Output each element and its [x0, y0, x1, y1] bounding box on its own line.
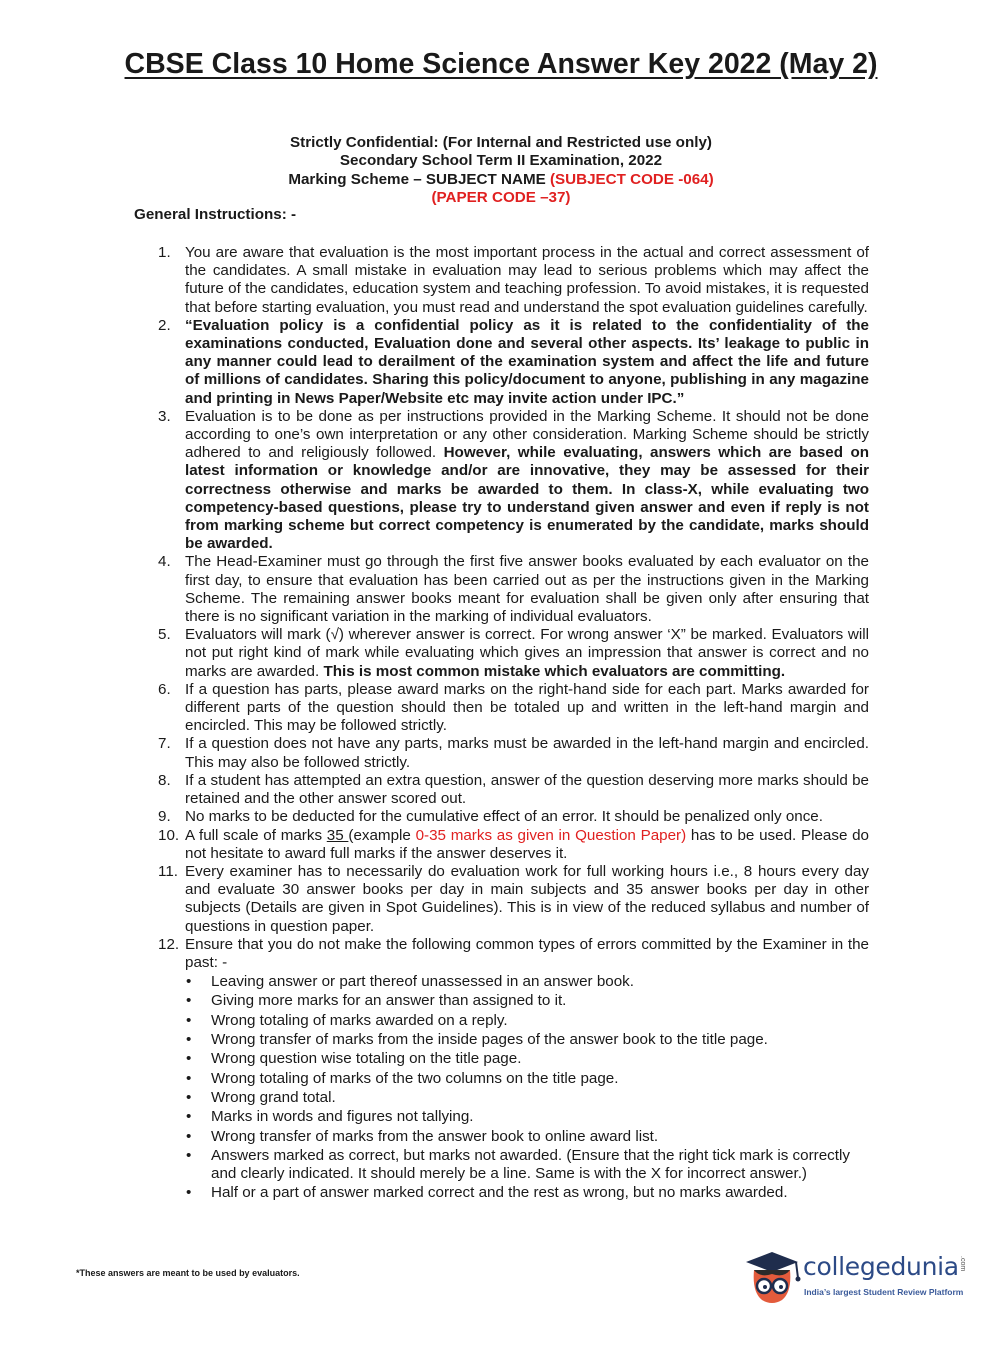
- list-item: [185, 1089, 869, 1107]
- instruction-number: 1.: [158, 244, 171, 261]
- instruction-number: 10.: [158, 826, 180, 844]
- instruction-number: 9.: [158, 808, 171, 826]
- instruction-item: [158, 936, 869, 1203]
- bullet-icon: •: [186, 1011, 192, 1029]
- instruction-text-bold: This is most common mistake which evaluators are committing.: [323, 662, 786, 680]
- list-item: [185, 1184, 869, 1202]
- list-item-text: Marks in words and figures not tallying.: [211, 1108, 474, 1126]
- list-item: [185, 1031, 869, 1049]
- list-item-text: Wrong transfer of marks from the answer book to online award list.: [211, 1127, 659, 1145]
- header-line-1: Strictly Confidential: (For Internal and Restricted use only): [290, 134, 712, 151]
- confidential-header: [0, 134, 1002, 207]
- general-instructions-heading: General Instructions: -: [134, 206, 297, 223]
- instruction-number: 2.: [158, 316, 171, 334]
- list-item-text: Wrong grand total.: [211, 1088, 336, 1106]
- list-item-text: Giving more marks for an answer than assigned to it.: [211, 992, 567, 1010]
- bullet-icon: •: [186, 1031, 192, 1049]
- instruction-text: Every examiner has to necessarily do evaluation work for full working hours i.e., 8 hours every day and evaluate 30 answer books per day in main subjects and 35 answer books per day in other subjects (Details are given in Spot Guidelines). This is in view of the reduced syllabus and number of questions in question paper.: [185, 862, 869, 935]
- instruction-text: Ensure that you do not make the following common types of errors committed by the Examiner in the past: -: [185, 935, 869, 971]
- instruction-text: has to be used. Please do not hesitate to award full marks if the answer deserves it.: [185, 826, 869, 862]
- instruction-number: 4.: [158, 553, 171, 571]
- common-errors-list: [185, 973, 869, 1202]
- mascot-icon: [740, 1248, 804, 1312]
- header-line-2: Secondary School Term II Examination, 2022: [339, 152, 663, 170]
- subject-code: (SUBJECT CODE -064): [549, 170, 714, 188]
- instruction-text: You are aware that evaluation is the most important process in the actual and correct assessment of the candidates. A small mistake in evaluation may lead to serious problems which may affect the future of the candidates, education system and teaching profession. To avoid mistakes, it is requested that before starting evaluation, you must read and understand the spot evaluation guidelines carefully.: [185, 244, 869, 316]
- instruction-number: 5.: [158, 626, 171, 644]
- footnote: *These answers are meant to be used by evaluators.: [76, 1268, 300, 1278]
- bullet-icon: •: [186, 1184, 192, 1202]
- list-item-text: Wrong totaling of marks of the two columns on the title page.: [211, 1069, 619, 1087]
- instruction-item: [158, 553, 869, 626]
- marks-range-note: 0-35 marks as given in Question Paper): [415, 826, 687, 844]
- bullet-icon: •: [186, 1088, 192, 1106]
- bullet-icon: •: [186, 1069, 192, 1087]
- bullet-icon: •: [186, 1127, 192, 1145]
- list-item: [185, 1128, 869, 1146]
- list-item-text: Wrong totaling of marks awarded on a reply.: [211, 1011, 508, 1029]
- instruction-text-bold: However, while evaluating, answers which are based on latest information or knowledge and/or are innovative, they may be assessed for their correctness otherwise and marks be awarded to them. In class-X, while evaluating two competency-based questions, please try to understand given answer and even if reply is not from marking scheme but correct competency is enumerated by the candidate, marks should be awarded.: [185, 444, 869, 553]
- instruction-item: [158, 626, 869, 681]
- instruction-item: [158, 827, 869, 863]
- bullet-icon: •: [186, 973, 192, 991]
- instruction-text: (example: [348, 826, 416, 844]
- instruction-item: [158, 244, 869, 317]
- instruction-text: A full scale of marks: [185, 826, 327, 844]
- instruction-text: The Head-Examiner must go through the first five answer books evaluated by each evaluator on the first day, to ensure that evaluation has been carried out as per the instructions given in the Marking Scheme. The remaining answer books meant for evaluation shall be given only after ensuring that there is no significant variation in the marking of individual evaluators.: [185, 553, 869, 626]
- instruction-item: [158, 808, 869, 826]
- instruction-item: [158, 681, 869, 736]
- logo-domain: .com: [959, 1256, 966, 1272]
- instruction-number: 12.: [158, 935, 180, 953]
- instruction-text: No marks to be deducted for the cumulative effect of an error. It should be penalized only once.: [185, 808, 823, 826]
- instruction-text: Evaluation is to be done as per instructions provided in the Marking Scheme. It should not be done according to one’s own interpretation or any other consideration. Marking Scheme should be strictly adhered to and religiously followed.: [185, 407, 869, 462]
- instruction-number: 7.: [158, 735, 171, 753]
- list-item-text: Half or a part of answer marked correct and the rest as wrong, but no marks awarded.: [211, 1184, 788, 1202]
- logo-tagline: India’s largest Student Review Platform: [804, 1287, 964, 1297]
- instruction-number: 11.: [158, 862, 178, 880]
- instruction-text: If a question has parts, please award marks on the right-hand side for each part. Marks awarded for different parts of the question should then be totaled up and written in the left-hand margin and encircled. This may be followed strictly.: [185, 680, 869, 735]
- instruction-text: “Evaluation policy is a confidential policy as it is related to the confidentiality of the examinations conducted, Evaluation done and several other aspects. Its’ leakage to public in any manner could lead to derailment of the examination system and affect the life and future of millions of candidates. Sharing this policy/document to anyone, publishing in any magazine and printing in News Paper/Website etc may invite action under IPC.”: [185, 316, 869, 407]
- full-marks-value: 35: [326, 826, 349, 844]
- instruction-text: Evaluators will mark (√) wherever answer is correct. For wrong answer ‘X” be marked. Evaluators will not put right kind of mark while evaluating which gives an impression that answer is correct and no marks are awarded.: [185, 626, 869, 680]
- bullet-icon: •: [186, 1108, 192, 1126]
- list-item: [185, 1050, 869, 1068]
- bullet-icon: •: [186, 1050, 192, 1068]
- list-item: [185, 1147, 869, 1183]
- collegedunia-logo[interactable]: [740, 1248, 972, 1312]
- page-title: CBSE Class 10 Home Science Answer Key 2022 (May 2): [124, 48, 878, 80]
- marking-scheme-label: Marking Scheme – SUBJECT NAME: [288, 170, 550, 188]
- list-item: [185, 1108, 869, 1126]
- instruction-item: [158, 317, 869, 408]
- list-item: [185, 1012, 869, 1030]
- bullet-icon: •: [186, 992, 192, 1010]
- instruction-text: If a question does not have any parts, marks must be awarded in the left-hand margin and encircled. This may also be followed strictly.: [185, 735, 869, 771]
- instruction-item: [158, 735, 869, 771]
- list-item-text: Wrong transfer of marks from the inside pages of the answer book to the title page.: [211, 1031, 768, 1049]
- list-item-text: Leaving answer or part thereof unassessed in an answer book.: [211, 973, 634, 991]
- instruction-item: [158, 408, 869, 554]
- paper-code: (PAPER CODE –37): [431, 188, 571, 206]
- instruction-item: [158, 863, 869, 936]
- list-item-text: Wrong question wise totaling on the title page.: [211, 1050, 522, 1068]
- instruction-text: If a student has attempted an extra question, answer of the question deserving more marks should be retained and the other answer scored out.: [185, 771, 869, 808]
- list-item: [185, 992, 869, 1010]
- list-item: [185, 1070, 869, 1088]
- bullet-icon: •: [186, 1146, 192, 1164]
- instruction-item: [158, 772, 869, 808]
- logo-wordmark: collegedunia: [803, 1252, 959, 1281]
- instruction-number: 6.: [158, 680, 171, 698]
- list-item: [185, 973, 869, 991]
- list-item-text: Answers marked as correct, but marks not awarded. (Ensure that the right tick mark is correctly and clearly indicated. It should merely be a line. Same is with the X for incorrect answer.): [211, 1146, 850, 1182]
- instruction-number: 3.: [158, 407, 171, 425]
- instruction-list: [158, 244, 869, 1204]
- header-line-3: [0, 171, 1002, 189]
- instruction-number: 8.: [158, 771, 171, 789]
